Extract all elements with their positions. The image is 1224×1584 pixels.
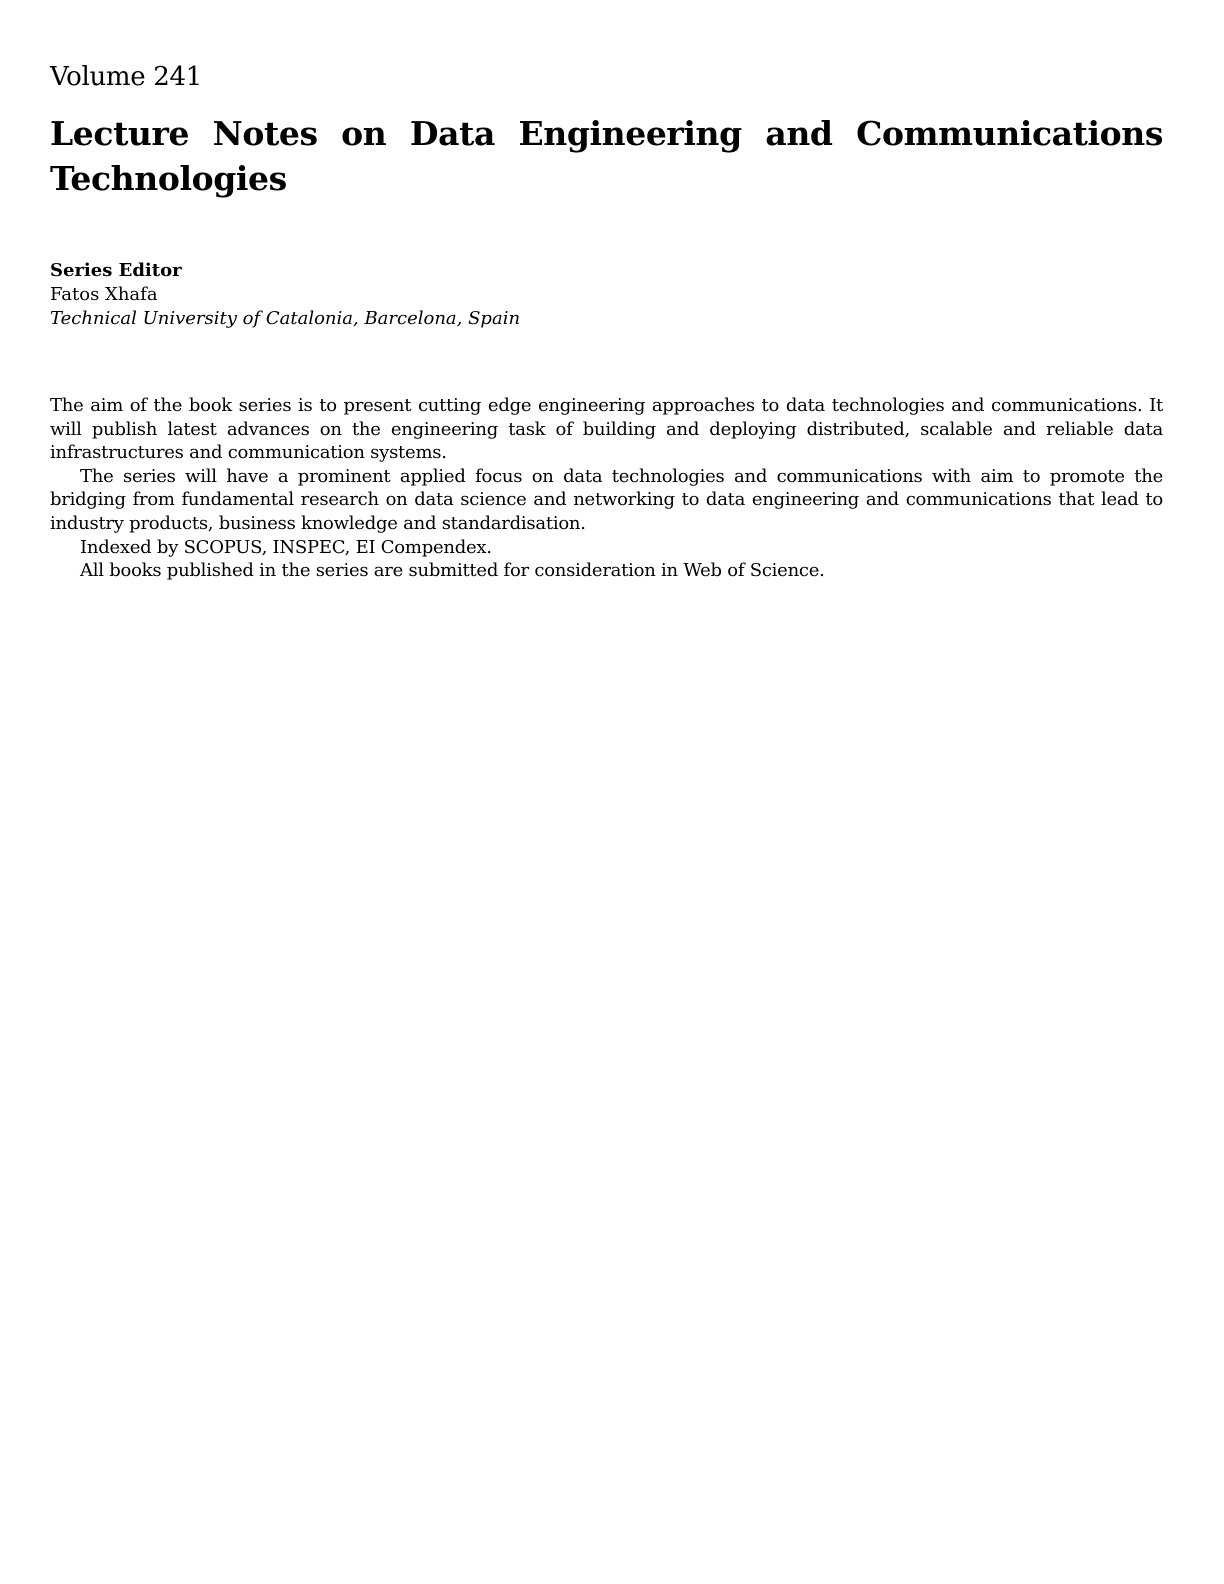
series-editor-heading: Series Editor xyxy=(50,260,182,281)
series-description xyxy=(50,394,1163,583)
description-paragraph: The aim of the book series is to present cutting edge engineering approaches to data technologies and communications. It will publish latest advances on the engineering task of building and deploying distributed, scalable and reliable data infrastructures and communication systems. xyxy=(50,395,1163,464)
web-of-science-note: All books published in the series are submitted for consideration in Web of Science. xyxy=(80,560,825,582)
volume-number: Volume 241 xyxy=(50,62,203,92)
series-editor-name: Fatos Xhafa xyxy=(50,284,158,305)
indexing-note: Indexed by SCOPUS, INSPEC, EI Compendex. xyxy=(80,536,492,558)
series-editor-affiliation: Technical University of Catalonia, Barcelona, Spain xyxy=(50,308,521,329)
series-title: Lecture Notes on Data Engineering and Communications Technologies xyxy=(50,114,1163,198)
description-paragraph: The series will have a prominent applied focus on data technologies and communications with aim to promote the bridging from fundamental research on data science and networking to data engineering and communications that lead to industry products, business knowledge and standardisation. xyxy=(50,465,1163,534)
series-editor-block xyxy=(50,259,750,331)
